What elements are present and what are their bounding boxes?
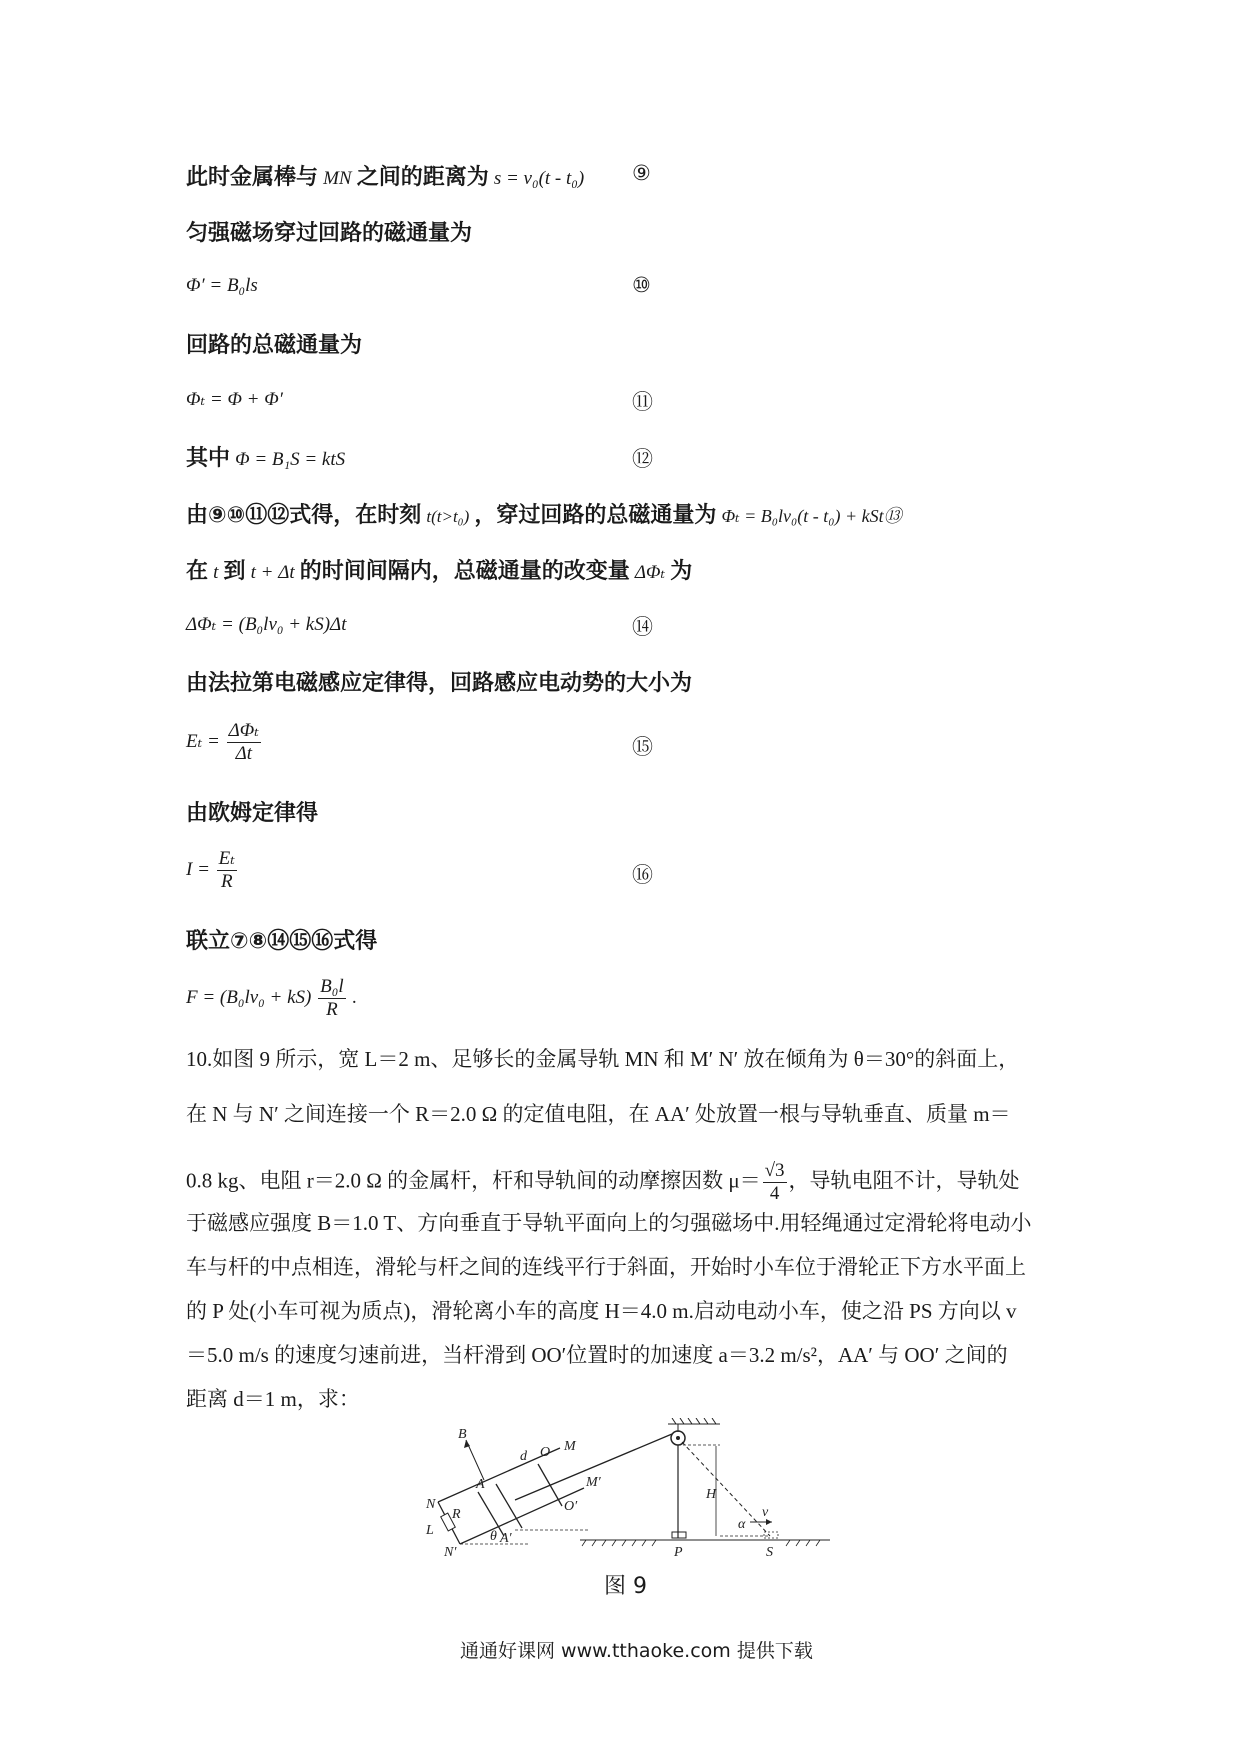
- equation: Φₜ = Φ + Φ′: [186, 389, 283, 410]
- label-a-prime: A′: [500, 1531, 512, 1546]
- label-o-prime: O′: [564, 1499, 578, 1514]
- equation: ΔΦₜ: [634, 562, 666, 583]
- label-o: O: [540, 1445, 551, 1460]
- text: 此时金属棒与: [186, 165, 319, 190]
- equation-number: ⑪: [632, 390, 653, 414]
- label-s: S: [766, 1545, 773, 1558]
- problem-line: 车与杆的中点相连，滑轮与杆之间的连线平行于斜面，开始时小车位于滑轮正下方水平面上: [186, 1255, 1026, 1279]
- problem-line: 距离 d＝1 m，求：: [186, 1387, 360, 1411]
- label-b: B: [458, 1427, 467, 1442]
- equation-number: ⑨: [632, 161, 651, 185]
- text: 的时间间隔内，总磁通量的改变量: [299, 559, 630, 584]
- label-h: H: [706, 1487, 717, 1502]
- denominator: 4: [769, 1183, 780, 1204]
- equation-fraction: [186, 976, 357, 1021]
- equation-number: ⑫: [632, 447, 653, 471]
- denominator: Δt: [235, 743, 252, 764]
- text: 0.8 kg、电阻 r＝2.0 Ω 的金属杆，杆和导轨间的动摩擦因数 μ＝: [186, 1168, 761, 1193]
- line-text: 匀强磁场穿过回路的磁通量为: [186, 221, 473, 246]
- rails: [438, 1448, 584, 1544]
- equation-number: ⑭: [632, 615, 653, 639]
- rope: [515, 1434, 672, 1500]
- line-text: 联立⑦⑧⑭⑮⑯式得: [186, 929, 378, 954]
- line-text: 由欧姆定律得: [186, 801, 319, 826]
- equation: t(t>t₀): [426, 507, 470, 526]
- equation-number: ⑩: [632, 273, 651, 297]
- equation: Φₜ = B₀lv₀(t - t₀) + kSt⑬: [721, 506, 902, 526]
- label-l: L: [426, 1523, 434, 1538]
- numerator: B₀l: [320, 976, 344, 997]
- label-p: P: [674, 1545, 683, 1558]
- text: 由⑨⑩⑪⑫式得，在时刻: [186, 503, 422, 528]
- numerator: √3: [764, 1160, 785, 1181]
- fraction: [217, 848, 237, 893]
- lhs: F = (B₀lv₀ + kS): [186, 986, 312, 1008]
- lhs: Eₜ =: [186, 730, 220, 752]
- line-14-intro: [186, 554, 692, 585]
- figure-caption: 图 9: [604, 1574, 647, 1599]
- text: 为: [670, 559, 693, 584]
- text: 之间的距离为: [356, 165, 489, 190]
- car-p: [672, 1532, 686, 1538]
- equation-fraction: [186, 720, 263, 765]
- label-d: d: [520, 1449, 527, 1464]
- line-12: [186, 441, 345, 472]
- ceiling: [668, 1418, 720, 1432]
- label-n-prime: N′: [444, 1545, 457, 1558]
- fraction: [227, 720, 261, 765]
- label-theta: θ: [490, 1529, 497, 1544]
- period: .: [352, 986, 358, 1008]
- numerator: Eₜ: [218, 848, 235, 869]
- equation: ΔΦₜ = (B₀lv₀ + kS)Δt: [186, 614, 347, 635]
- footer-watermark: 通通好课网 www.tthaoke.com 提供下载: [460, 1640, 813, 1662]
- fraction: [763, 1160, 787, 1205]
- figure-9: [420, 1418, 830, 1558]
- label-m-prime: M′: [586, 1475, 601, 1490]
- problem-line: ＝5.0 m/s 的速度匀速前进，当杆滑到 OO′位置时的加速度 a＝3.2 m/s²，AA′ 与 OO′ 之间的: [186, 1343, 1008, 1367]
- label-n: N: [426, 1497, 436, 1512]
- denominator: R: [221, 871, 233, 892]
- problem-line: 10.如图 9 所示，宽 L＝2 m、足够长的金属导轨 MN 和 M′ N′ 放在倾角为 θ＝30°的斜面上，: [186, 1047, 1020, 1071]
- equation: Φ = B₁S = ktS: [235, 449, 346, 470]
- problem-line: 的 P 处(小车可视为质点)，滑轮离小车的高度 H＝4.0 m.启动电动小车，使之沿 PS 方向以 v: [186, 1299, 1017, 1323]
- text: ，导轨电阻不计，导轨处: [788, 1168, 1020, 1193]
- text: 在: [186, 559, 209, 584]
- fraction: [318, 976, 346, 1021]
- problem-line: 在 N 与 N′ 之间连接一个 R＝2.0 Ω 的定值电阻，在 AA′ 处放置一根与导轨垂直、质量 m＝: [186, 1102, 1011, 1126]
- label-r: R: [452, 1507, 461, 1522]
- text: 到: [223, 559, 246, 584]
- equation-fraction: [186, 848, 239, 893]
- symbol-mn: MN: [323, 168, 352, 189]
- line-9: [186, 160, 584, 191]
- problem-line: 于磁感应强度 B＝1.0 T、方向垂直于导轨平面向上的匀强磁场中.用轻绳通过定滑轮将电动小: [186, 1211, 1032, 1235]
- label-a: A: [476, 1477, 485, 1492]
- label-v: v: [762, 1505, 769, 1520]
- equation: s = v₀(t - t₀): [493, 168, 585, 189]
- text: 其中: [186, 446, 231, 471]
- numerator: ΔΦₜ: [228, 720, 259, 741]
- equation-number: ⑮: [632, 735, 653, 759]
- car-s: [764, 1532, 778, 1538]
- denominator: R: [326, 999, 338, 1020]
- equation: Φ′ = B₀ls: [186, 275, 258, 296]
- line-text: 回路的总磁通量为: [186, 333, 363, 358]
- line-text: 由法拉第电磁感应定律得，回路感应电动势的大小为: [186, 671, 693, 696]
- line-13: [186, 498, 902, 529]
- text: ，穿过回路的总磁通量为: [474, 503, 717, 528]
- lhs: I =: [186, 858, 210, 880]
- equation-number: ⑯: [632, 863, 653, 887]
- label-m: M: [564, 1439, 576, 1454]
- problem-line: [186, 1160, 1020, 1205]
- equation: t + Δt: [250, 562, 295, 583]
- label-alpha: α: [738, 1517, 746, 1532]
- equation: t: [213, 562, 219, 583]
